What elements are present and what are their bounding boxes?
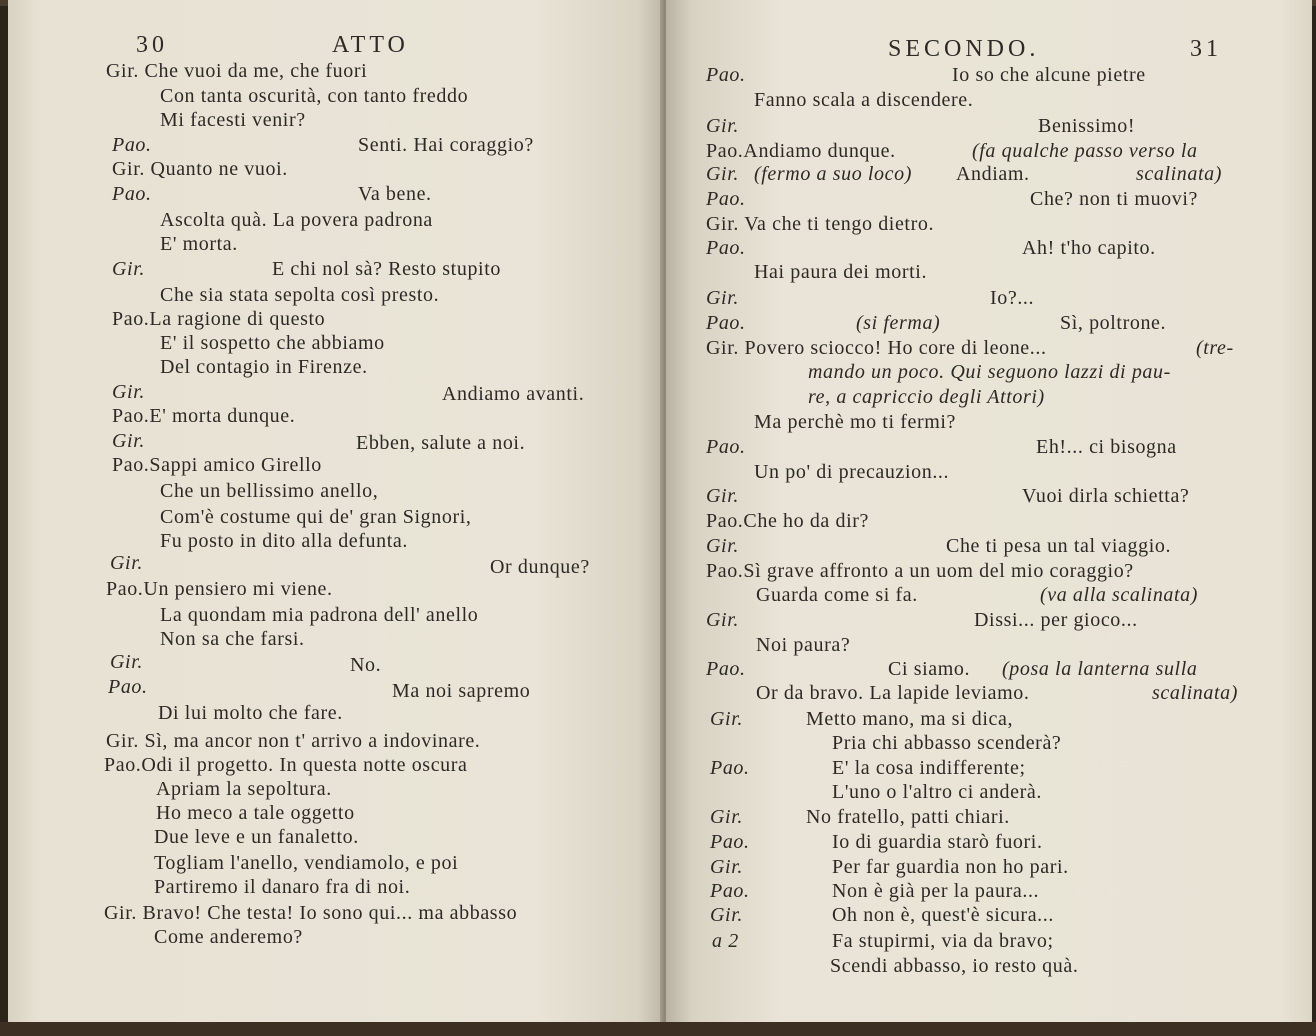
book-bottom-edge (0, 1022, 1316, 1036)
text-line: Com'è costume qui de' gran Signori, (160, 506, 472, 528)
text-line: Ci siamo. (888, 658, 971, 680)
speaker-label: Gir. (706, 115, 739, 137)
stage-direction: scalinata) (1136, 163, 1222, 185)
text-line: Pao.E' morta dunque. (112, 405, 296, 427)
text-line: Pao.Un pensiero mi viene. (106, 578, 333, 600)
stage-direction: scalinata) (1152, 682, 1238, 704)
text-line: Andiamo avanti. (442, 383, 585, 405)
speaker-label: Gir. (706, 535, 739, 557)
speaker-label: Pao. (710, 831, 750, 853)
text-line: Non è già per la paura... (832, 880, 1040, 902)
speaker-label: Pao. (112, 134, 152, 156)
text-line: Che un bellissimo anello, (160, 480, 379, 502)
text-line: No. (350, 654, 382, 676)
left-page (8, 0, 664, 1036)
speaker-label: Gir. (710, 806, 743, 828)
text-line: Senti. Hai coraggio? (358, 134, 534, 156)
text-line: Mi facesti venir? (160, 109, 306, 131)
speaker-label: Pao. (710, 880, 750, 902)
speaker-label: Gir. (706, 287, 739, 309)
text-line: Gir. Sì, ma ancor non t' arrivo a indovinare. (106, 730, 481, 752)
text-line: Per far guardia non ho pari. (832, 856, 1069, 878)
stage-direction: (tre- (1196, 337, 1234, 359)
running-head-left: ATTO (332, 32, 409, 58)
text-line: Un po' di precauzion... (754, 461, 950, 483)
text-line: Pao.Che ho da dir? (706, 510, 869, 532)
page-number-right: 31 (1190, 36, 1222, 62)
text-line: Va bene. (358, 183, 432, 205)
text-line: Dissi... per gioco... (974, 609, 1138, 631)
text-line: Gir. Va che ti tengo dietro. (706, 213, 935, 235)
speaker-label: Gir. (706, 163, 739, 185)
text-line: Gir. Quanto ne vuoi. (112, 158, 288, 180)
text-line: Fu posto in dito alla defunta. (160, 530, 408, 552)
text-line: E' morta. (160, 233, 238, 255)
text-line: Ebben, salute a noi. (356, 432, 526, 454)
text-line: Ma perchè mo ti fermi? (754, 411, 957, 433)
text-line: Ascolta quà. La povera padrona (160, 209, 433, 231)
text-line: Pao.Odi il progetto. In questa notte oscura (104, 754, 468, 776)
text-line: Del contagio in Firenze. (160, 356, 368, 378)
text-line: Gir. Bravo! Che testa! Io sono qui... ma abbasso (104, 902, 518, 924)
stage-direction: mando un poco. Qui seguono lazzi di pau- (808, 361, 1171, 383)
text-line: Io di guardia starò fuori. (832, 831, 1043, 853)
speaker-label: Pao. (112, 183, 152, 205)
speaker-label: Gir. (710, 856, 743, 878)
text-line: Gir. Povero sciocco! Ho core di leone... (706, 337, 1047, 359)
text-line: Due leve e un fanaletto. (154, 826, 359, 848)
speaker-label: Gir. (110, 552, 143, 574)
stage-direction: (posa la lanterna sulla (1002, 658, 1198, 680)
speaker-label: Pao. (706, 312, 746, 334)
right-page (666, 0, 1312, 1036)
text-line: Benissimo! (1038, 115, 1136, 137)
text-line: Ma noi sapremo (392, 680, 531, 702)
speaker-label: Gir. (110, 651, 143, 673)
text-line: Noi paura? (756, 634, 851, 656)
text-line: Che sia stata sepolta così presto. (160, 284, 440, 306)
text-line: Fanno scala a discendere. (754, 89, 974, 111)
speaker-label: Pao. (706, 64, 746, 86)
text-line: Che? non ti muovi? (1030, 188, 1198, 210)
speaker-label: Gir. (112, 258, 145, 280)
speaker-label: Pao. (710, 757, 750, 779)
stage-direction: (fermo a suo loco) (754, 163, 912, 185)
text-line: Pao.Andiamo dunque. (706, 140, 896, 162)
text-line: Vuoi dirla schietta? (1022, 485, 1190, 507)
speaker-label: a 2 (712, 930, 739, 952)
text-line: Fa stupirmi, via da bravo; (832, 930, 1054, 952)
page-number-left: 30 (136, 32, 168, 58)
text-line: Pao.La ragione di questo (112, 308, 326, 330)
text-line: E chi nol sà? Resto stupito (272, 258, 501, 280)
text-line: Di lui molto che fare. (158, 702, 343, 724)
text-line: Partiremo il danaro fra di noi. (154, 876, 411, 898)
text-line: L'uno o l'altro ci anderà. (832, 781, 1042, 803)
text-line: Pria chi abbasso scenderà? (832, 732, 1062, 754)
speaker-label: Gir. (112, 381, 145, 403)
text-line: Io?... (990, 287, 1035, 309)
stage-direction: (va alla scalinata) (1040, 584, 1199, 606)
speaker-label: Gir. (706, 609, 739, 631)
speaker-label: Gir. (112, 430, 145, 452)
text-line: Oh non è, quest'è sicura... (832, 904, 1054, 926)
text-line: Ho meco a tale oggetto (156, 802, 355, 824)
text-line: Eh!... ci bisogna (1036, 436, 1177, 458)
text-line: Guarda come si fa. (756, 584, 918, 606)
text-line: E' la cosa indifferente; (832, 757, 1026, 779)
text-line: Sì, poltrone. (1060, 312, 1167, 334)
text-line: Or da bravo. La lapide leviamo. (756, 682, 1030, 704)
text-line: E' il sospetto che abbiamo (160, 332, 385, 354)
text-line: Pao.Sappi amico Girello (112, 454, 322, 476)
text-line: Ah! t'ho capito. (1022, 237, 1156, 259)
text-line: La quondam mia padrona dell' anello (160, 604, 479, 626)
speaker-label: Pao. (706, 436, 746, 458)
stage-direction: re, a capriccio degli Attori) (808, 386, 1045, 408)
speaker-label: Gir. (710, 904, 743, 926)
speaker-label: Pao. (108, 676, 148, 698)
text-line: Or dunque? (490, 556, 590, 578)
text-line: Scendi abbasso, io resto quà. (830, 955, 1079, 977)
text-line: Apriam la sepoltura. (156, 778, 332, 800)
text-line: Gir. Che vuoi da me, che fuori (106, 60, 368, 82)
text-line: Hai paura dei morti. (754, 261, 928, 283)
text-line: Pao.Sì grave affronto a un uom del mio coraggio? (706, 560, 1134, 582)
text-line: Non sa che farsi. (160, 628, 305, 650)
text-line: No fratello, patti chiari. (806, 806, 1010, 828)
text-line: Io so che alcune pietre (952, 64, 1146, 86)
text-line: Andiam. (956, 163, 1030, 185)
running-head-right: SECONDO. (888, 36, 1040, 62)
speaker-label: Pao. (706, 188, 746, 210)
speaker-label: Gir. (706, 485, 739, 507)
stage-direction: (si ferma) (856, 312, 941, 334)
speaker-label: Pao. (706, 658, 746, 680)
text-line: Che ti pesa un tal viaggio. (946, 535, 1172, 557)
text-line: Con tanta oscurità, con tanto freddo (160, 85, 469, 107)
speaker-label: Gir. (710, 708, 743, 730)
text-line: Come anderemo? (154, 926, 303, 948)
speaker-label: Pao. (706, 237, 746, 259)
stage-direction: (fa qualche passo verso la (972, 140, 1198, 162)
text-line: Metto mano, ma si dica, (806, 708, 1014, 730)
text-line: Togliam l'anello, vendiamolo, e poi (154, 852, 459, 874)
